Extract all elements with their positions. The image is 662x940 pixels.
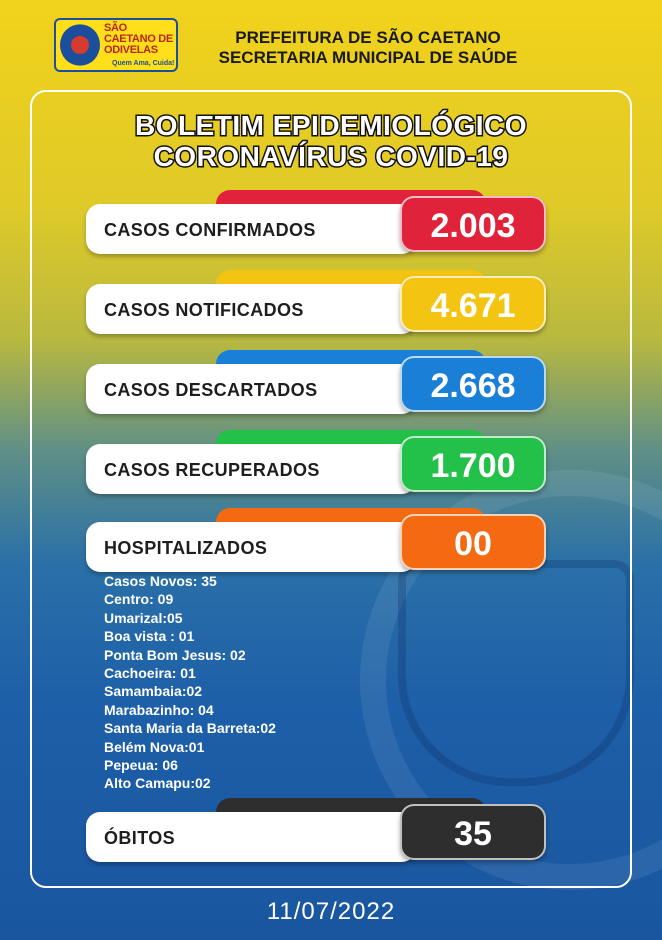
list-item: Casos Novos: 35 [104, 573, 217, 589]
stat-row-recovered [86, 430, 546, 500]
org-line-2: SECRETARIA MUNICIPAL DE SAÚDE [218, 48, 518, 67]
stat-value: 1.700 [400, 436, 546, 492]
municipal-logo [54, 18, 178, 72]
stat-value: 4.671 [400, 276, 546, 332]
stat-value: 2.668 [400, 356, 546, 412]
organization-name [188, 28, 548, 68]
list-item: Marabazinho: 04 [104, 701, 214, 718]
header [0, 0, 662, 80]
logo-tagline: Quem Ama, Cuida! [112, 60, 175, 67]
logo-text: SÃO CAETANO DE ODIVELAS [104, 22, 173, 56]
org-line-1: PREFEITURA DE SÃO CAETANO [235, 28, 501, 47]
stat-label: CASOS NOTIFICADOS [104, 300, 304, 320]
seal-icon [60, 24, 100, 66]
list-item: Ponta Bom Jesus: 02 [104, 646, 246, 663]
stat-value: 35 [400, 804, 546, 860]
list-item: Samambaia:02 [104, 683, 203, 700]
stat-label: CASOS DESCARTADOS [104, 380, 318, 400]
list-item: Belém Nova:01 [104, 738, 205, 755]
title-line-2: CORONAVÍRUS COVID-19 [153, 141, 509, 172]
list-item: Cachoeira: 01 [104, 665, 196, 682]
stat-label: CASOS CONFIRMADOS [104, 220, 316, 240]
list-item: Centro: 09 [104, 591, 174, 608]
list-item: Boa vista : 01 [104, 628, 195, 645]
new-cases-list [104, 572, 276, 793]
stat-row-confirmed [86, 190, 546, 260]
stat-row-notified [86, 270, 546, 340]
title-line-1: BOLETIM EPIDEMIOLÓGICO [134, 110, 528, 141]
stat-label: HOSPITALIZADOS [104, 538, 268, 558]
stat-row-hospitalized [86, 508, 546, 578]
stat-value: 2.003 [400, 196, 546, 252]
stat-row-discarded [86, 350, 546, 420]
stat-label: CASOS RECUPERADOS [104, 460, 320, 480]
stat-row-deaths [86, 798, 546, 868]
list-item: Pepeua: 06 [104, 757, 178, 774]
list-item: Umarizal:05 [104, 609, 183, 626]
stat-label: ÓBITOS [104, 828, 176, 848]
list-item: Alto Camapu:02 [104, 775, 211, 792]
page-title [0, 110, 662, 172]
stat-value: 00 [400, 514, 546, 570]
bulletin-date: 11/07/2022 [266, 898, 396, 925]
list-item: Santa Maria da Barreta:02 [104, 720, 276, 737]
